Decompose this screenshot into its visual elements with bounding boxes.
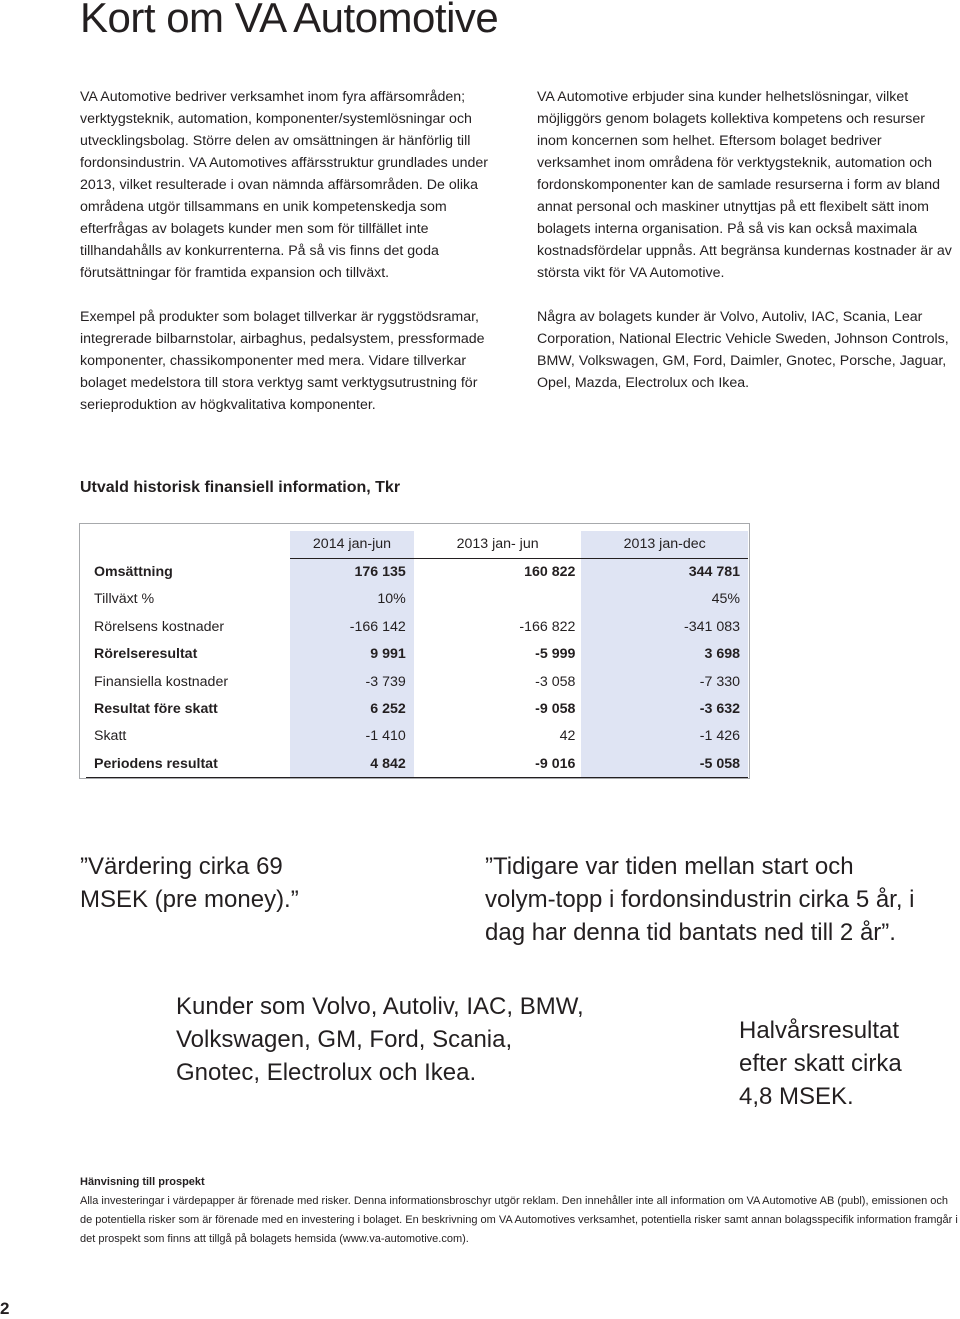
cell-value: 176 135 — [290, 558, 414, 585]
cell-value: -3 739 — [290, 668, 414, 695]
cell-value — [414, 586, 582, 613]
cell-value: -9 016 — [414, 750, 582, 777]
cell-value: 42 — [559, 728, 576, 745]
header-empty-cell — [86, 531, 290, 558]
quote-valuation: ”Värdering cirka 69 MSEK (pre money).” — [80, 853, 299, 913]
table-row — [86, 586, 748, 613]
column-header: 2013 jan-dec — [581, 531, 748, 558]
cell-value: 45% — [581, 586, 748, 613]
table-row — [86, 641, 748, 668]
row-label: Omsättning — [94, 564, 173, 581]
cell-value: -1 426 — [581, 723, 748, 750]
cell-value: 3 698 — [581, 641, 748, 668]
cell-value: -166 142 — [290, 613, 414, 640]
quote-half-year-result: Halvårsresultat efter skatt cirka 4,8 MSEK. — [739, 1017, 902, 1110]
cell-value: 160 822 — [524, 564, 576, 581]
cell-value: -1 410 — [290, 723, 414, 750]
financial-table — [86, 531, 748, 778]
table-header-row — [86, 531, 748, 558]
cell-value: -7 330 — [581, 668, 748, 695]
table-row — [86, 723, 748, 750]
page-number: 2 — [0, 1299, 10, 1318]
column-header: 2013 jan- jun — [414, 531, 582, 558]
cell-value: 9 991 — [290, 641, 414, 668]
row-label: Rörelseresultat — [94, 646, 198, 663]
cell-value: 4 842 — [290, 750, 414, 777]
row-label: Rörelsens kostnader — [94, 618, 225, 635]
disclaimer-title: Hänvisning till prospekt — [80, 1176, 205, 1188]
intro-left-column — [80, 86, 510, 416]
quote-time-to-market: ”Tidigare var tiden mellan start och volym-topp i fordonsindustrin cirka 5 år, i dag har denna tid bantats ned till 2 år”. — [485, 853, 915, 946]
cell-value: -5 999 — [535, 646, 576, 663]
row-label: Skatt — [94, 728, 127, 745]
intro-right-paragraph-2: Några av bolagets kunder är Volvo, Autoliv, IAC, Scania, Lear Corporation, National Electric Vehicle Sweden, Johnson Controls, BMW, Volkswagen, GM, Ford, Daimler, Gnotec, Porsche, Jaguar, Opel, Mazda, Electrolux och Ikea. — [537, 309, 949, 391]
quote-customers: Kunder som Volvo, Autoliv, IAC, BMW, Volkswagen, GM, Ford, Scania, Gnotec, Electrolux och Ikea. — [176, 993, 584, 1086]
intro-right-column — [537, 86, 957, 394]
cell-value: -341 083 — [581, 613, 748, 640]
row-label: Tillväxt % — [94, 591, 155, 608]
cell-value: 6 252 — [290, 695, 414, 722]
cell-value: -166 822 — [519, 618, 576, 635]
cell-value: -5 058 — [581, 750, 748, 777]
page-title: Kort om VA Automotive — [80, 0, 499, 41]
disclaimer-text: Alla investeringar i värdepapper är förenade med risker. Denna informationsbroschyr utgör reklam. Den innehåller inte all information om VA Automotive AB (publ), emissionen och de potentiella risker som är förenade med en investering i bolaget. En beskrivning om VA Automotives verksamhet, potentiella risker samt annan bolagsspecifik information framgår i det prospekt som finns att tillgå på bolagets hemsida (www.va-automotive.com). — [80, 1195, 958, 1245]
row-label: Resultat före skatt — [94, 701, 218, 718]
table-row — [86, 695, 748, 722]
cell-value: -3 632 — [581, 695, 748, 722]
cell-value: -3 058 — [535, 673, 576, 690]
row-label: Finansiella kostnader — [94, 673, 229, 690]
intro-right-paragraph-1: VA Automotive erbjuder sina kunder helhetslösningar, vilket möjliggörs genom bolagets kollektiva kompetens och resurser inom koncernen som helhet. Eftersom bolaget bedriver verksamhet inom områdena för verktygsteknik, automation och fordonskomponenter kan de samlade resurserna i form av bland annat personal och maskiner utnyttjas på ett flexibelt sätt inom bolagets interna organisation. På så vis kan också maximala kostnadsfördelar uppnås. Att begränsa kundernas kostnader är av största vikt för VA Automotive. — [537, 89, 952, 281]
cell-value: 10% — [290, 586, 414, 613]
row-label: Periodens resultat — [86, 750, 290, 777]
table-row — [86, 613, 748, 640]
table-row — [86, 750, 748, 777]
table-row — [86, 668, 748, 695]
cell-value: -9 058 — [535, 701, 576, 718]
table-row — [86, 558, 748, 585]
cell-value: 344 781 — [581, 558, 748, 585]
column-header: 2014 jan-jun — [290, 531, 414, 558]
intro-left-paragraph-1: VA Automotive bedriver verksamhet inom fyra affärsområden; verktygsteknik, automation, komponenter/systemlösningar och utvecklingsbolag. Större delen av omsättningen är hänförlig till fordonsindustrin. VA Automotives affärsstruktur grundlades under 2013, vilket resulterade i ovan nämnda affärsområden. De olika områdena utgör tillsammans en unik kompetenskedja som efterfrågas av bolagets kunder men som för tillfället inte tillhandahålls av konkurrenterna. På så vis finns det goda förutsättningar för framtida expansion och tillväxt. — [80, 89, 488, 281]
prospectus-disclaimer — [80, 1173, 960, 1249]
financial-table-heading: Utvald historisk finansiell information, Tkr — [80, 479, 401, 496]
intro-left-paragraph-2: Exempel på produkter som bolaget tillverkar är ryggstödsramar, integrerade bilbarnstolar, airbaghus, pedalsystem, pressformade komponenter, chassikomponenter med mera. Vidare tillverkar bolaget medelstora till stora verktyg samt verktygsutrustning för serieproduktion av högkvalitativa komponenter. — [80, 309, 485, 413]
